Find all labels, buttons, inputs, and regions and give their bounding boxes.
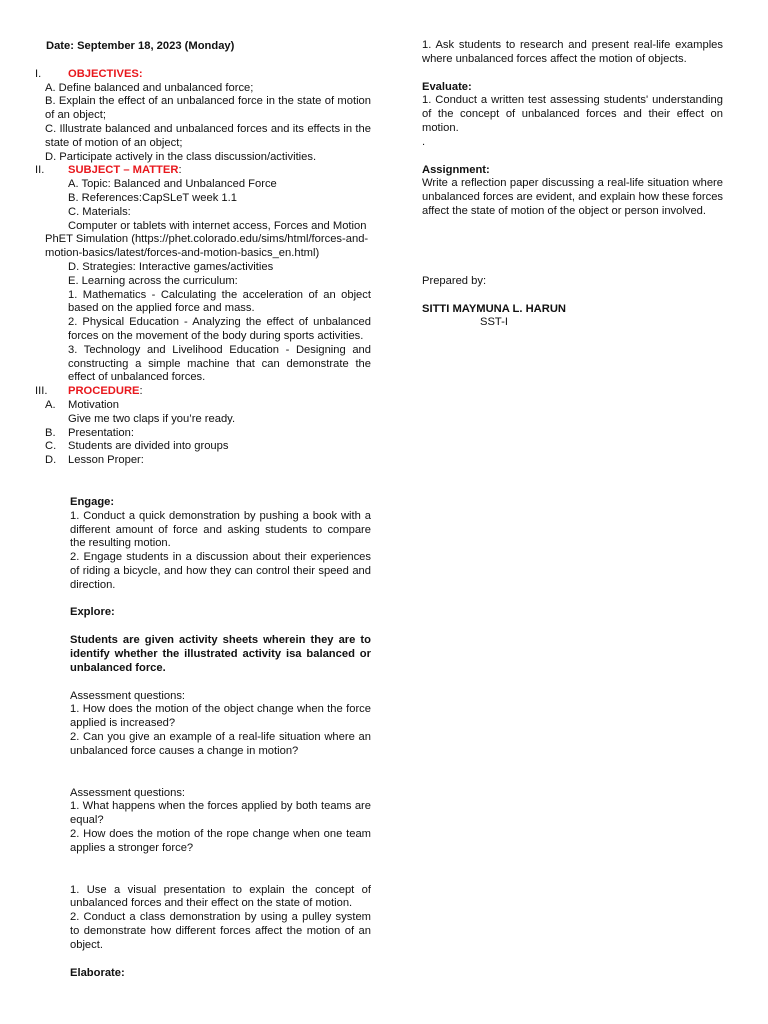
preparer-position: SST-I (480, 316, 508, 329)
right-column (422, 39, 723, 330)
engage-item: 2. Engage students in a discussion about their experiences of riding a bicycle, and how they can control their speed and direction. (70, 551, 371, 591)
explore-activity: Students are given activity sheets wherein they are to identify whether the illustrated activity isa balanced or unbalanced force. (70, 634, 371, 674)
integration-item: 2. Physical Education - Analyzing the effect of unbalanced forces on the movement of the body during sports activities. (68, 316, 371, 342)
elaborate-item: 1. Ask students to research and present real-life examples where unbalanced forces affect the motion of objects. (422, 39, 723, 65)
step-label: Motivation (68, 398, 119, 411)
explain-item: 1. Use a visual presentation to explain the concept of unbalanced forces and their effect on the state of motion. (70, 883, 371, 910)
integration-item: 3. Technology and Livelihood Education - Designing and constructing a simple machine that can demonstrate the effect of unbalanced forces. (68, 343, 371, 384)
objectives-title: OBJECTIVES: (68, 67, 143, 80)
motivation-text: Give me two claps if you’re ready. (68, 412, 236, 425)
objectives-number: I. (35, 67, 42, 80)
learning-across-curriculum: E. Learning across the curriculum: (68, 274, 238, 287)
left-column (35, 40, 371, 980)
assignment-title: Assignment: (422, 163, 490, 176)
objective-item: D. Participate actively in the class discussion/activities. (45, 150, 317, 163)
procedure-number: III. (35, 385, 48, 398)
lesson-date: Date: September 18, 2023 (Monday) (46, 40, 235, 52)
elaborate-title: Elaborate: (70, 966, 125, 979)
evaluate-text: 1. Conduct a written test assessing students' understanding of the concept of unbalanced forces and their effect on motion. (422, 94, 723, 134)
subject-matter-heading (35, 164, 371, 178)
engage-title: Engage: (70, 495, 115, 508)
subject-matter-colon: : (178, 164, 182, 177)
objective-item: C. Illustrate balanced and unbalanced forces and its effects in the state of motion of an object; (45, 122, 371, 149)
preparer-name: SITTI MAYMUNA L. HARUN (422, 302, 566, 315)
step-letter: C. (45, 440, 57, 453)
explain-item: 2. Conduct a class demonstration by using a pulley system to demonstrate how different forces affect the motion of an object. (70, 911, 371, 951)
assessment-label: Assessment questions: (70, 689, 186, 702)
prepared-by-label: Prepared by: (422, 274, 487, 287)
step-label: Presentation: (68, 426, 134, 439)
engage-section (70, 496, 371, 593)
assessment-label: Assessment questions: (70, 786, 186, 799)
step-letter: D. (45, 454, 57, 467)
objective-item: A. Define balanced and unbalanced force; (45, 81, 254, 94)
explore-section (70, 606, 371, 855)
subject-matter-title: SUBJECT – MATTER (68, 164, 179, 177)
assessment-question: 2. Can you give an example of a real-life situation where an unbalanced force causes a change in motion? (70, 731, 371, 757)
evaluate-dot: . (422, 135, 426, 148)
strategies: D. Strategies: Interactive games/activities (68, 260, 274, 273)
assessment-question: 1. What happens when the forces applied by both teams are equal? (70, 800, 371, 827)
step-label: Students are divided into groups (68, 440, 229, 453)
assessment-question: 1. How does the motion of the object change when the force applied is increased? (70, 703, 371, 730)
procedure-step (45, 454, 371, 468)
procedure-heading (35, 385, 371, 399)
procedure-step (45, 440, 371, 454)
procedure-title: PROCEDURE (68, 385, 140, 398)
procedure-step (45, 427, 371, 441)
step-letter: B. (45, 426, 56, 439)
engage-item: 1. Conduct a quick demonstration by pushing a book with a different amount of force and asking students to compare the resulting motion. (70, 509, 371, 550)
evaluate-title: Evaluate: (422, 80, 472, 93)
step-letter: A. (45, 398, 56, 411)
topic: A. Topic: Balanced and Unbalanced Force (68, 178, 277, 191)
explore-title: Explore: (70, 606, 115, 619)
objective-item: B. Explain the effect of an unbalanced force in the state of motion of an object; (45, 95, 371, 122)
explain-section (70, 884, 371, 981)
procedure-colon: : (139, 385, 143, 398)
assessment-question: 2. How does the motion of the rope change when one team applies a stronger force? (70, 828, 371, 854)
references: B. References:CapSLeT week 1.1 (68, 191, 237, 204)
integration-item: 1. Mathematics - Calculating the acceleration of an object based on the applied force and mass. (68, 288, 371, 315)
materials-text: Computer or tablets with internet access, Forces and Motion PhET Simulation (https://phet.colorado.edu/sims/html/forces-and-motion-basics/latest/forces-and-motion-basics_en.html) (45, 219, 369, 260)
step-label: Lesson Proper: (68, 454, 144, 467)
subject-matter-number: II. (35, 164, 45, 177)
materials-label: C. Materials: (68, 205, 131, 218)
assignment-text: Write a reflection paper discussing a real-life situation where unbalanced forces are evident, and explain how these forces affect the state of motion of the object or person involved. (422, 177, 724, 217)
objectives-heading (35, 67, 371, 82)
procedure-step (45, 399, 371, 413)
